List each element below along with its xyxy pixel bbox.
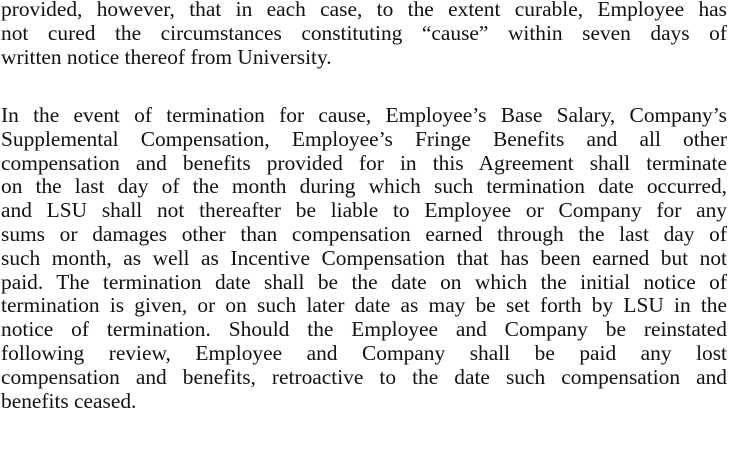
text-line: and LSU shall not thereafter be liable to Employee or Company for any	[1, 199, 727, 223]
text-line: In the event of termination for cause, Employee’s Base Salary, Company’s	[1, 104, 727, 127]
text-line: provided, however, that in each case, to the extent curable, Employee has	[1, 0, 727, 21]
text-line: on the last day of the month during which such termination date occurred,	[1, 175, 727, 199]
paragraph-termination-for-cause	[1, 104, 727, 413]
text-line: benefits ceased.	[1, 389, 137, 413]
text-line: compensation and benefits, retroactive to the date such compensation and	[1, 365, 727, 389]
text-line: termination is given, or on such later date as may be set forth by LSU in the	[1, 294, 727, 318]
text-line: sums or damages other than compensation earned through the last day of	[1, 222, 727, 246]
text-line: paid. The termination date shall be the date on which the initial notice of	[1, 270, 727, 294]
text-line: such month, as well as Incentive Compensation that has been earned but not	[1, 246, 727, 270]
text-line: written notice thereof from University.	[1, 45, 332, 69]
text-line: notice of termination. Should the Employee and Company be reinstated	[1, 318, 727, 342]
text-line: compensation and benefits provided for in this Agreement shall terminate	[1, 151, 727, 175]
text-line: Supplemental Compensation, Employee’s Fringe Benefits and all other	[1, 127, 727, 151]
text-line: not cured the circumstances constituting “cause” within seven days of	[1, 21, 727, 45]
paragraph-cure-proviso	[1, 0, 727, 69]
text-line: following review, Employee and Company shall be paid any lost	[1, 341, 727, 365]
